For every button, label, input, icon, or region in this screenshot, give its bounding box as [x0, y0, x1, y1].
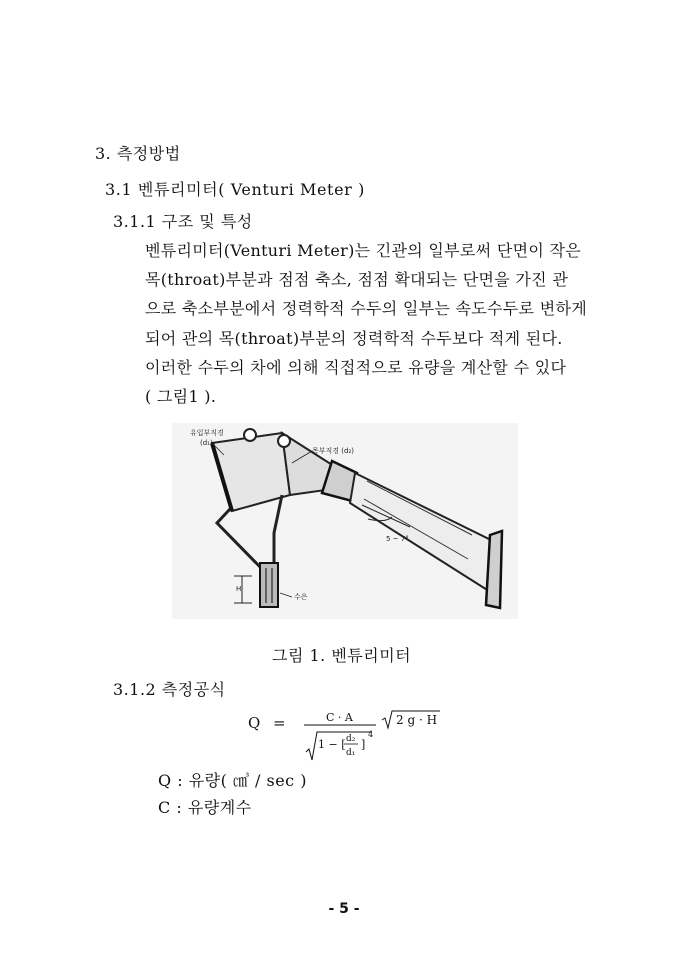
mercury-label: 수은	[294, 593, 308, 601]
paragraph-line: 되어 관의 목(throat)부분의 정력학적 수두보다 적게 된다.	[145, 328, 563, 348]
variable-description: 유량( ㎤ / sec )	[188, 771, 307, 790]
venturi-diagram	[172, 423, 518, 619]
body-paragraph	[145, 236, 595, 411]
subsection-heading: 3.1 벤튜리미터( Venturi Meter )	[105, 180, 365, 199]
variable-separator: :	[176, 798, 183, 817]
subsubsection-heading: 3.1.1 구조 및 특성	[113, 212, 253, 231]
formula-sqrt-term: 2 g · H	[396, 713, 438, 727]
paragraph-line: 벤튜리미터(Venturi Meter)는 긴관의 일부로써 단면이 작은	[145, 241, 581, 260]
formula-den-one-minus: 1 − [	[318, 738, 346, 751]
throat-diameter-label: 목부직경 (d₂)	[312, 447, 354, 455]
formula-den-close: ]	[361, 738, 366, 751]
formula-exponent: 4	[368, 730, 374, 739]
paragraph-line: 이러한 수두의 차에 의해 직접적으로 유량을 계산할 수 있다	[145, 357, 567, 377]
formula-numerator: C · A	[326, 711, 353, 724]
variable-separator: :	[177, 771, 184, 790]
figure-caption: 그림 1. 벤튜리미터	[272, 646, 412, 665]
formula-equals: =	[273, 714, 286, 732]
subsubsection-heading-2: 3.1.2 측정공식	[113, 680, 226, 699]
paragraph-line: 으로 축소부분에서 정력학적 수두의 일부는 속도수두로 변하게	[145, 299, 587, 319]
paragraph-line: ( 그림1 ).	[145, 386, 217, 406]
venturi-figure	[172, 423, 518, 619]
h-label: H	[236, 585, 242, 593]
inlet-diameter-symbol: (d₁)	[200, 439, 213, 447]
formula-d1: d₁	[346, 748, 356, 758]
variable-description: 유량계수	[187, 798, 252, 817]
formula-d2: d₂	[346, 734, 356, 744]
flow-formula	[240, 708, 500, 768]
formula-lhs: Q	[248, 714, 261, 732]
variable-symbol: C	[158, 798, 171, 817]
inlet-diameter-label: 유입부직경	[190, 429, 224, 437]
variable-definition	[158, 768, 307, 791]
page-number: - 5 -	[328, 901, 360, 917]
variable-definition	[158, 795, 252, 818]
variable-symbol: Q	[158, 771, 172, 790]
formula-graphic	[240, 708, 500, 768]
angle-label: 5 ~ 7°	[386, 535, 409, 543]
paragraph-line: 목(throat)부분과 점점 축소, 점점 확대되는 단면을 가진 관	[145, 270, 569, 290]
section-heading: 3. 측정방법	[95, 144, 181, 163]
